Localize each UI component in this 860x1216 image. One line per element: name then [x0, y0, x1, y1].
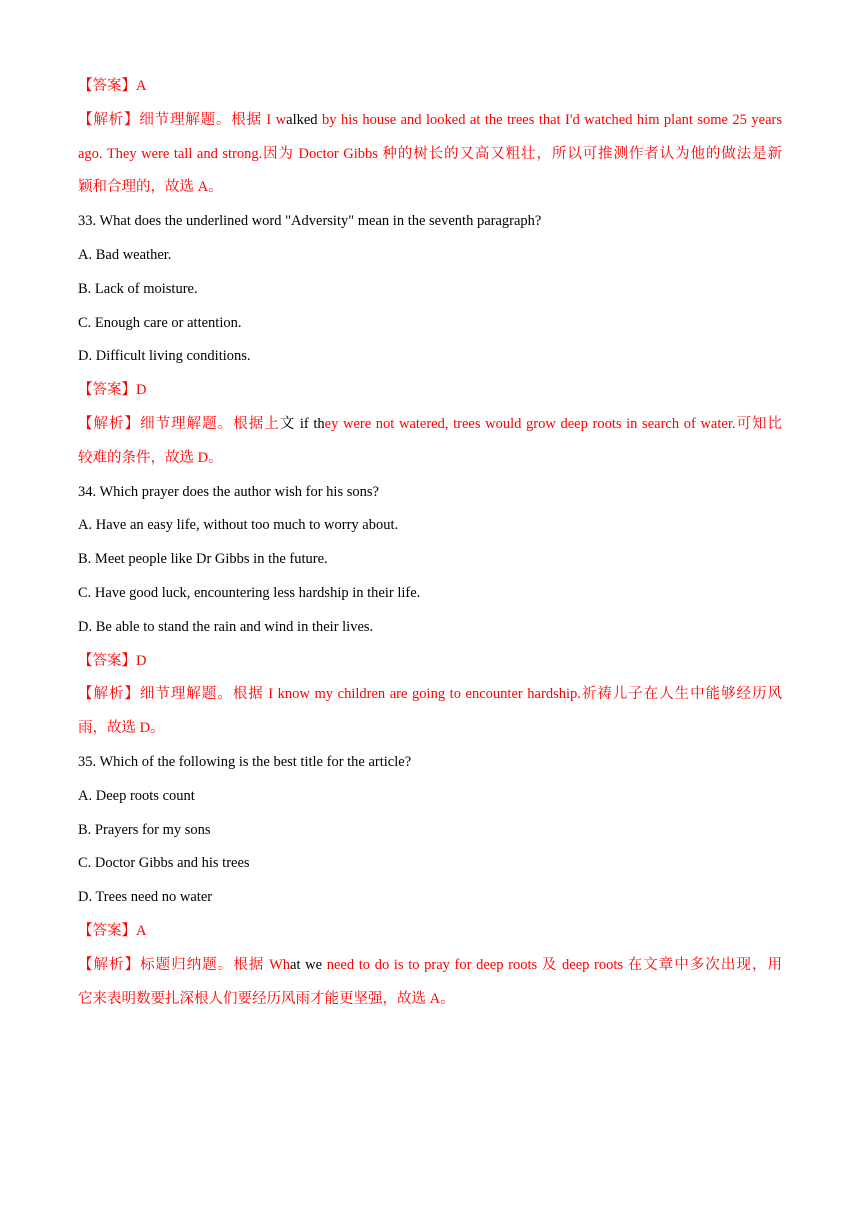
analysis-line	[78, 177, 782, 197]
analysis-line	[78, 989, 782, 1009]
analysis-text: 细节理解题。根据上	[140, 416, 280, 432]
analysis-text: 颖和合理的，故选 A。	[78, 179, 223, 196]
option-item	[78, 313, 782, 333]
question-stem: 34. Which prayer does the author wish for his sons?	[78, 483, 379, 500]
option-text: C. Have good luck, encountering less hardship in their life.	[78, 585, 421, 601]
analysis-line	[78, 414, 782, 434]
option-item	[78, 583, 782, 603]
analysis-text: at we	[290, 956, 327, 973]
analysis-line	[78, 955, 782, 975]
analysis-line	[78, 144, 782, 164]
option-item	[78, 515, 782, 535]
analysis-text: 雨，故选 D。	[78, 720, 165, 737]
answer-label: 【答案】	[78, 78, 136, 94]
analysis-text: 文 if th	[279, 416, 325, 432]
analysis-text: 标题归纳题。根据 Wh	[140, 956, 291, 973]
option-text: B. Meet people like Dr Gibbs in the future.	[78, 551, 328, 568]
option-text: D. Be able to stand the rain and wind in their lives.	[78, 618, 374, 635]
answer-line	[78, 921, 782, 941]
question-text	[78, 752, 782, 772]
analysis-text: my children are going to encounter hardship.祈祷儿子在人生中能够经历风	[314, 686, 782, 703]
option-item	[78, 346, 782, 366]
option-item	[78, 887, 782, 907]
question-text	[78, 211, 782, 231]
option-text: B. Prayers for my sons	[78, 821, 211, 838]
analysis-text: 较难的条件，故选 D。	[78, 449, 223, 466]
option-item	[78, 549, 782, 569]
analysis-label: 【解析】	[78, 686, 140, 703]
analysis-label: 【解析】	[78, 956, 141, 973]
option-text: A. Have an easy life, without too much to worry about.	[78, 517, 399, 534]
answer-label: 【答案】	[78, 652, 136, 669]
analysis-text: 它来表明数要扎深根人们要经历风雨才能更坚强，故选 A。	[78, 990, 455, 1007]
option-item	[78, 279, 782, 299]
answer-value: A	[136, 78, 147, 94]
answer-line	[78, 380, 782, 400]
answer-value: D	[136, 652, 147, 669]
question-text	[78, 482, 782, 502]
option-text: D. Trees need no water	[78, 889, 213, 906]
answer-value: A	[136, 923, 147, 939]
analysis-text: need to do is to pray for deep roots 及 deep roots 在文章中多次出现，用	[326, 956, 783, 973]
answer-line	[78, 651, 782, 671]
option-item	[78, 853, 782, 873]
analysis-text: 细节理解题。根据 I know	[139, 686, 315, 703]
answer-value: D	[136, 382, 147, 399]
option-item	[78, 617, 782, 637]
option-text: C. Enough care or attention.	[78, 314, 242, 331]
option-item	[78, 820, 782, 840]
analysis-label: 【解析】	[78, 416, 141, 432]
analysis-label: 【解析】	[78, 111, 140, 128]
analysis-line	[78, 448, 782, 468]
answer-line	[78, 76, 782, 96]
analysis-line	[78, 110, 782, 130]
option-text: A. Bad weather.	[78, 247, 172, 263]
option-text: A. Deep roots count	[78, 787, 195, 804]
analysis-line	[78, 718, 782, 738]
question-stem: 33. What does the underlined word "Adversity" mean in the seventh paragraph?	[78, 213, 542, 230]
option-text: B. Lack of moisture.	[78, 280, 198, 297]
analysis-text: by his house and looked at the trees that I'd watched him plant some 25 years	[317, 111, 782, 128]
question-stem: 35. Which of the following is the best title for the article?	[78, 754, 412, 770]
option-text: C. Doctor Gibbs and his trees	[78, 855, 250, 872]
analysis-text: ago. They were tall and strong.因为 Doctor Gibbs 种的树长的又高又粗壮，所以可推测作者认为他的做法是新	[78, 145, 782, 162]
analysis-text: alked	[286, 111, 318, 128]
option-item	[78, 786, 782, 806]
analysis-line	[78, 684, 782, 704]
option-item	[78, 245, 782, 265]
analysis-text: 细节理解题。根据 I w	[139, 111, 287, 128]
answer-label: 【答案】	[78, 923, 136, 939]
answer-label: 【答案】	[78, 382, 136, 399]
option-text: D. Difficult living conditions.	[78, 348, 251, 365]
analysis-text: ey were not watered, trees would grow deep roots in search of water.可知比	[324, 416, 783, 432]
